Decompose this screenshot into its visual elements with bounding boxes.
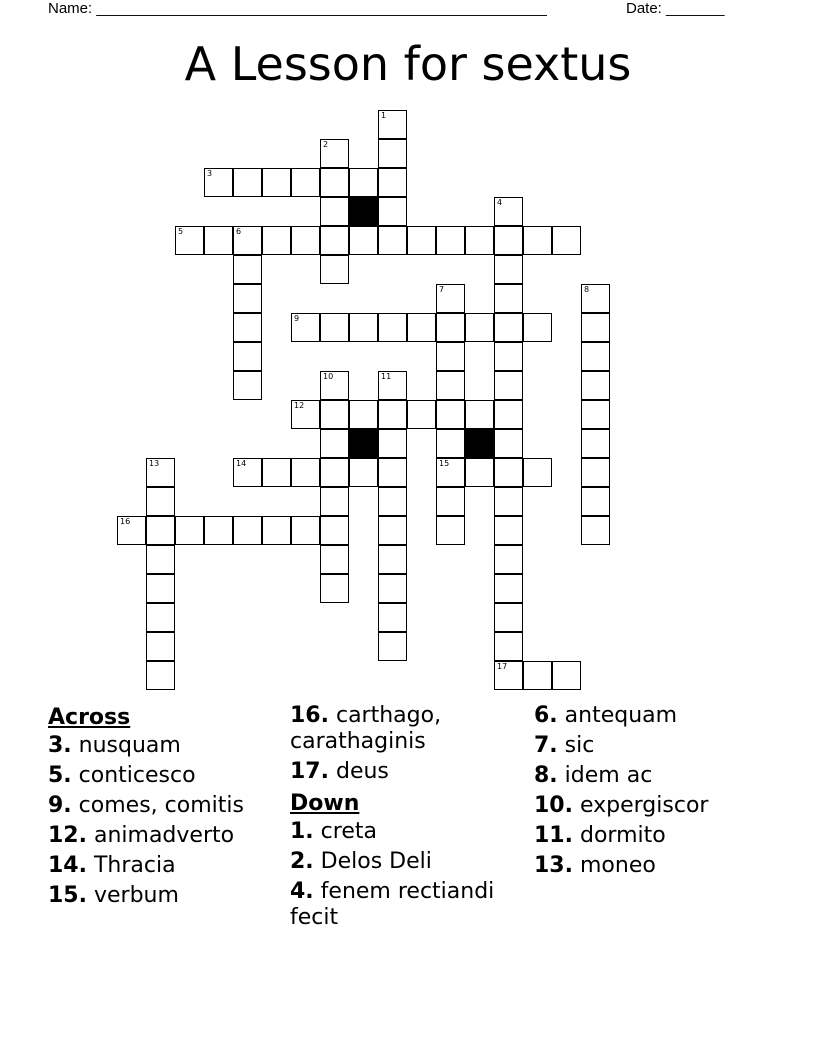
crossword-cell[interactable] [291, 516, 320, 545]
cell-number: 3 [207, 169, 213, 178]
crossword-cell[interactable] [407, 226, 436, 255]
crossword-cell[interactable] [233, 371, 262, 400]
crossword-cell[interactable] [320, 168, 349, 197]
cell-number: 14 [236, 459, 247, 468]
clue-across-17 [290, 759, 520, 785]
clue-number: 13. [534, 853, 573, 878]
crossword-cell[interactable] [233, 255, 262, 284]
crossword-cell[interactable] [436, 226, 465, 255]
crossword-cell[interactable] [581, 342, 610, 371]
clue-text: deus [335, 759, 389, 784]
clue-column-3 [534, 703, 764, 883]
crossword-cell[interactable] [552, 661, 581, 690]
name-field-label: Name: ______________________________________________________ [48, 0, 547, 17]
crossword-cell[interactable] [378, 400, 407, 429]
crossword-cell[interactable] [494, 632, 523, 661]
cell-number: 9 [294, 314, 300, 323]
crossword-cell[interactable] [291, 400, 320, 429]
crossword-cell[interactable] [494, 400, 523, 429]
clue-number: 4. [290, 879, 314, 904]
clue-column-2 [290, 703, 520, 935]
crossword-cell[interactable] [262, 168, 291, 197]
crossword-cell[interactable] [436, 487, 465, 516]
clue-number: 5. [48, 763, 72, 788]
crossword-cell[interactable] [320, 458, 349, 487]
crossword-cell[interactable] [175, 226, 204, 255]
cell-number: 12 [294, 401, 305, 410]
crossword-cell[interactable] [581, 429, 610, 458]
crossword-cell[interactable] [262, 516, 291, 545]
cell-number: 13 [149, 459, 160, 468]
clue-across-9 [48, 793, 278, 819]
crossword-cell[interactable] [349, 226, 378, 255]
crossword-cell[interactable] [436, 313, 465, 342]
crossword-cell[interactable] [320, 545, 349, 574]
clue-text: dormito [579, 823, 666, 848]
crossword-cell[interactable] [291, 313, 320, 342]
crossword-cell[interactable] [320, 139, 349, 168]
clue-down-11 [534, 823, 764, 849]
clue-number: 1. [290, 819, 314, 844]
cell-number: 7 [439, 285, 445, 294]
crossword-cell[interactable] [523, 226, 552, 255]
cell-number: 15 [439, 459, 450, 468]
crossword-cell[interactable] [146, 661, 175, 690]
crossword-cell[interactable] [320, 313, 349, 342]
crossword-cell[interactable] [407, 313, 436, 342]
crossword-cell[interactable] [494, 284, 523, 313]
crossword-cell[interactable] [146, 632, 175, 661]
clue-text: idem ac [564, 763, 653, 788]
crossword-cell[interactable] [233, 168, 262, 197]
crossword-cell[interactable] [320, 371, 349, 400]
crossword-cell[interactable] [436, 400, 465, 429]
clue-column-1 [48, 703, 278, 913]
crossword-cell[interactable] [436, 429, 465, 458]
crossword-cell[interactable] [146, 458, 175, 487]
clue-number: 15. [48, 883, 87, 908]
clue-across-14 [48, 853, 278, 879]
crossword-cell[interactable] [233, 284, 262, 313]
cell-number: 1 [381, 111, 387, 120]
cell-number: 6 [236, 227, 242, 236]
clue-number: 17. [290, 759, 329, 784]
clue-across-12 [48, 823, 278, 849]
clue-across-5 [48, 763, 278, 789]
clue-down-7 [534, 733, 764, 759]
crossword-cell[interactable] [465, 313, 494, 342]
clue-text: carthago, carathaginis [290, 703, 442, 754]
crossword-cell[interactable] [320, 400, 349, 429]
crossword-cell[interactable] [494, 574, 523, 603]
crossword-cell[interactable] [378, 226, 407, 255]
crossword-cell[interactable] [494, 255, 523, 284]
clue-number: 2. [290, 849, 314, 874]
clue-text: expergiscor [579, 793, 709, 818]
crossword-cell[interactable] [523, 313, 552, 342]
clue-down-2 [290, 849, 520, 875]
crossword-cell[interactable] [291, 168, 320, 197]
crossword-cell[interactable] [436, 516, 465, 545]
crossword-cell[interactable] [552, 226, 581, 255]
crossword-cell[interactable] [494, 458, 523, 487]
crossword-cell[interactable] [146, 487, 175, 516]
crossword-cell[interactable] [204, 168, 233, 197]
crossword-cell[interactable] [581, 516, 610, 545]
crossword-cell[interactable] [581, 458, 610, 487]
crossword-cell[interactable] [378, 603, 407, 632]
crossword-cell[interactable] [233, 226, 262, 255]
crossword-cell[interactable] [378, 313, 407, 342]
cell-number: 10 [323, 372, 334, 381]
clue-number: 6. [534, 703, 558, 728]
crossword-cell[interactable] [349, 458, 378, 487]
clue-across-15 [48, 883, 278, 909]
crossword-black-cell [349, 429, 378, 458]
crossword-cell[interactable] [465, 226, 494, 255]
crossword-cell[interactable] [494, 197, 523, 226]
crossword-cell[interactable] [494, 603, 523, 632]
crossword-cell[interactable] [291, 458, 320, 487]
cell-number: 5 [178, 227, 184, 236]
clue-down-6 [534, 703, 764, 729]
crossword-cell[interactable] [378, 632, 407, 661]
crossword-cell[interactable] [262, 226, 291, 255]
crossword-cell[interactable] [349, 400, 378, 429]
clue-down-10 [534, 793, 764, 819]
clue-text: nusquam [78, 733, 181, 758]
clue-text: Thracia [93, 853, 176, 878]
crossword-cell[interactable] [465, 458, 494, 487]
cell-number: 16 [120, 517, 131, 526]
crossword-cell[interactable] [407, 400, 436, 429]
crossword-cell[interactable] [204, 516, 233, 545]
clue-down-4 [290, 879, 520, 931]
clue-down-13 [534, 853, 764, 879]
crossword-cell[interactable] [494, 516, 523, 545]
crossword-cell[interactable] [581, 487, 610, 516]
clue-text: creta [320, 819, 377, 844]
crossword-cell[interactable] [436, 342, 465, 371]
crossword-cell[interactable] [233, 516, 262, 545]
cell-number: 4 [497, 198, 503, 207]
crossword-cell[interactable] [349, 313, 378, 342]
cell-number: 8 [584, 285, 590, 294]
clue-number: 7. [534, 733, 558, 758]
crossword-black-cell [349, 197, 378, 226]
page-title: A Lesson for sextus [184, 37, 632, 91]
crossword-cell[interactable] [117, 516, 146, 545]
crossword-cell[interactable] [494, 371, 523, 400]
cell-number: 11 [381, 372, 392, 381]
crossword-cell[interactable] [436, 284, 465, 313]
clue-text: comes, comitis [78, 793, 244, 818]
crossword-cell[interactable] [320, 516, 349, 545]
crossword-cell[interactable] [320, 487, 349, 516]
crossword-cell[interactable] [291, 226, 320, 255]
clue-text: antequam [564, 703, 678, 728]
clue-number: 3. [48, 733, 72, 758]
crossword-cell[interactable] [378, 458, 407, 487]
crossword-black-cell [465, 429, 494, 458]
date-field-label: Date: _______ [626, 0, 725, 17]
clue-number: 10. [534, 793, 573, 818]
crossword-cell[interactable] [581, 284, 610, 313]
crossword-cell[interactable] [494, 313, 523, 342]
crossword-cell[interactable] [523, 661, 552, 690]
clue-number: 14. [48, 853, 87, 878]
crossword-cell[interactable] [465, 400, 494, 429]
crossword-cell[interactable] [378, 110, 407, 139]
clue-text: conticesco [78, 763, 196, 788]
crossword-cell[interactable] [320, 255, 349, 284]
crossword-cell[interactable] [378, 574, 407, 603]
clue-number: 12. [48, 823, 87, 848]
crossword-cell[interactable] [436, 371, 465, 400]
clue-text: Delos Deli [320, 849, 432, 874]
crossword-cell[interactable] [146, 516, 175, 545]
crossword-cell[interactable] [349, 168, 378, 197]
crossword-cell[interactable] [233, 342, 262, 371]
crossword-cell[interactable] [378, 371, 407, 400]
crossword-cell[interactable] [233, 313, 262, 342]
crossword-cell[interactable] [581, 371, 610, 400]
crossword-cell[interactable] [581, 313, 610, 342]
clue-text: fenem rectiandi fecit [290, 879, 495, 930]
crossword-cell[interactable] [378, 487, 407, 516]
crossword-cell[interactable] [581, 400, 610, 429]
down-heading: Down [290, 791, 360, 816]
crossword-cell[interactable] [320, 574, 349, 603]
crossword-cell[interactable] [523, 458, 552, 487]
crossword-cell[interactable] [378, 429, 407, 458]
clue-down-1 [290, 819, 520, 845]
across-heading: Across [48, 705, 131, 730]
clue-number: 8. [534, 763, 558, 788]
crossword-cell[interactable] [320, 197, 349, 226]
crossword-cell[interactable] [204, 226, 233, 255]
crossword-cell[interactable] [494, 487, 523, 516]
crossword-cell[interactable] [320, 429, 349, 458]
clue-number: 16. [290, 703, 329, 728]
crossword-cell[interactable] [494, 545, 523, 574]
crossword-cell[interactable] [378, 545, 407, 574]
clue-text: moneo [579, 853, 656, 878]
crossword-cell[interactable] [146, 574, 175, 603]
crossword-cell[interactable] [378, 168, 407, 197]
crossword-cell[interactable] [436, 458, 465, 487]
cell-number: 2 [323, 140, 329, 149]
clue-down-8 [534, 763, 764, 789]
crossword-cell[interactable] [494, 342, 523, 371]
cell-number: 17 [497, 662, 508, 671]
clue-text: verbum [93, 883, 179, 908]
clue-text: animadverto [93, 823, 235, 848]
clue-across-3 [48, 733, 278, 759]
crossword-cell[interactable] [146, 545, 175, 574]
crossword-cell[interactable] [175, 516, 204, 545]
crossword-cell[interactable] [320, 226, 349, 255]
crossword-cell[interactable] [494, 429, 523, 458]
crossword-cell[interactable] [494, 226, 523, 255]
clue-number: 9. [48, 793, 72, 818]
crossword-cell[interactable] [378, 197, 407, 226]
clue-text: sic [564, 733, 595, 758]
crossword-cell[interactable] [378, 516, 407, 545]
crossword-cell[interactable] [262, 458, 291, 487]
clue-across-16 [290, 703, 520, 755]
crossword-cell[interactable] [378, 139, 407, 168]
crossword-cell[interactable] [494, 661, 523, 690]
crossword-cell[interactable] [233, 458, 262, 487]
clue-number: 11. [534, 823, 573, 848]
crossword-cell[interactable] [146, 603, 175, 632]
